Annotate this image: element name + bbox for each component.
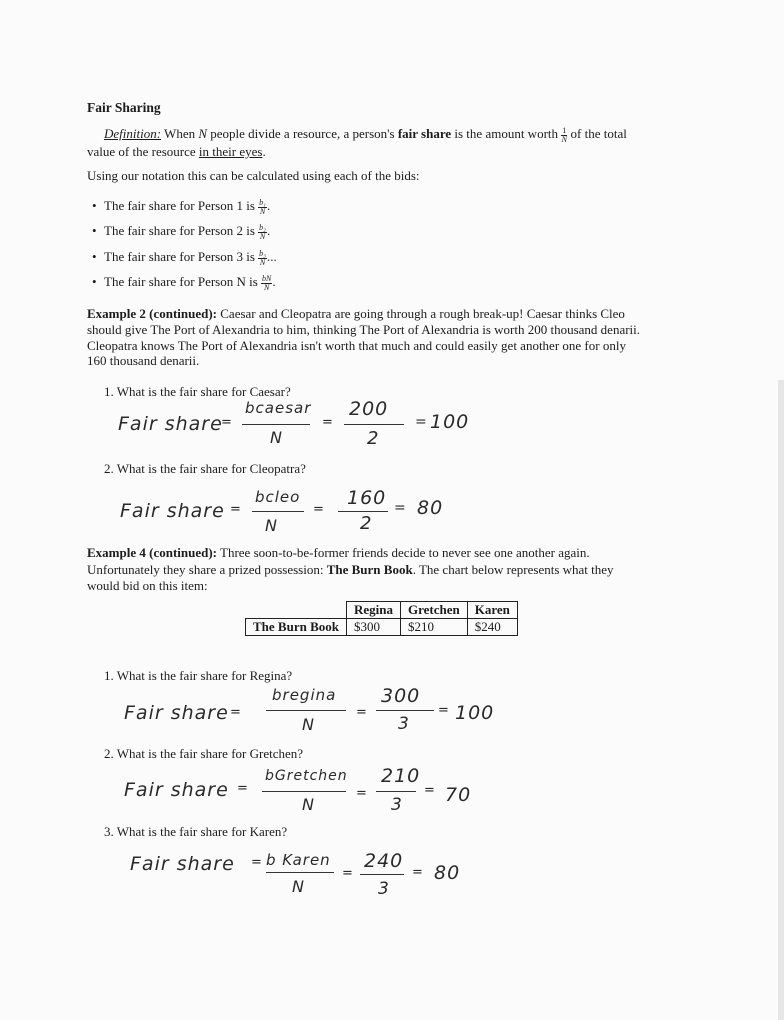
- table-header-row: [246, 602, 518, 619]
- example2-line-4: 160 thousand denarii.: [87, 353, 200, 368]
- notation-intro: Using our notation this can be calculated using each of the bids:: [87, 168, 420, 183]
- definition-line-2: value of the resource in their eyes.: [87, 144, 266, 159]
- table-row-label: The Burn Book: [246, 619, 347, 636]
- table-header-cell: Regina: [346, 602, 400, 619]
- table-header-cell: Karen: [467, 602, 517, 619]
- question-caesar: 1. What is the fair share for Caesar?: [104, 384, 291, 399]
- table-row: [246, 619, 518, 636]
- example4-line-3: would bid on this item:: [87, 578, 208, 593]
- bids-table: [245, 601, 518, 636]
- bullet-person-2: • The fair share for Person 2 is $\frac{\text{b₂}}{N}$ .: [104, 223, 270, 241]
- table-corner: [246, 602, 347, 619]
- example2-line-3: Cleopatra knows The Port of Alexandria isn't worth that much and could easily get another one for only: [87, 338, 626, 353]
- question-regina: 1. What is the fair share for Regina?: [104, 668, 293, 683]
- question-karen: 3. What is the fair share for Karen?: [104, 824, 288, 839]
- page-edge-shadow: [778, 380, 784, 1020]
- example2-line-1: Example 2 (continued): Caesar and Cleopatra are going through a rough break-up! Caesar thinks Cleo: [87, 306, 625, 321]
- definition-line-1: Definition: When N people divide a resource, a person's fair share is the amount worth $\frac{1}{N}$ of the total: [104, 125, 627, 144]
- table-cell: $300: [346, 619, 400, 636]
- question-cleopatra: 2. What is the fair share for Cleopatra?: [104, 461, 306, 476]
- example2-line-2: should give The Port of Alexandria to him, thinking The Port of Alexandria is worth 200 thousand denarii.: [87, 322, 641, 337]
- bullet-person-1: • The fair share for Person 1 is $\frac{\text{b₁}}{N}$ .: [104, 198, 270, 216]
- table-cell: $240: [467, 619, 517, 636]
- example4-line-2: Unfortunately they share a prized possession: The Burn Book. The chart below represents what they: [87, 562, 614, 577]
- bullet-person-3: • The fair share for Person 3 is $\frac{\text{b₃}}{N}$ ...: [104, 249, 277, 267]
- bullet-person-n: • The fair share for Person N is $\frac{bN}{N}$ .: [104, 274, 276, 292]
- table-cell: $210: [400, 619, 467, 636]
- page-title: Fair Sharing: [87, 100, 161, 115]
- table-header-cell: Gretchen: [400, 602, 467, 619]
- question-gretchen: 2. What is the fair share for Gretchen?: [104, 746, 304, 761]
- example4-line-1: Example 4 (continued): Three soon-to-be-former friends decide to never see one another again.: [87, 545, 590, 560]
- fraction-one-over-n: $\frac{1}{N}$: [561, 125, 567, 144]
